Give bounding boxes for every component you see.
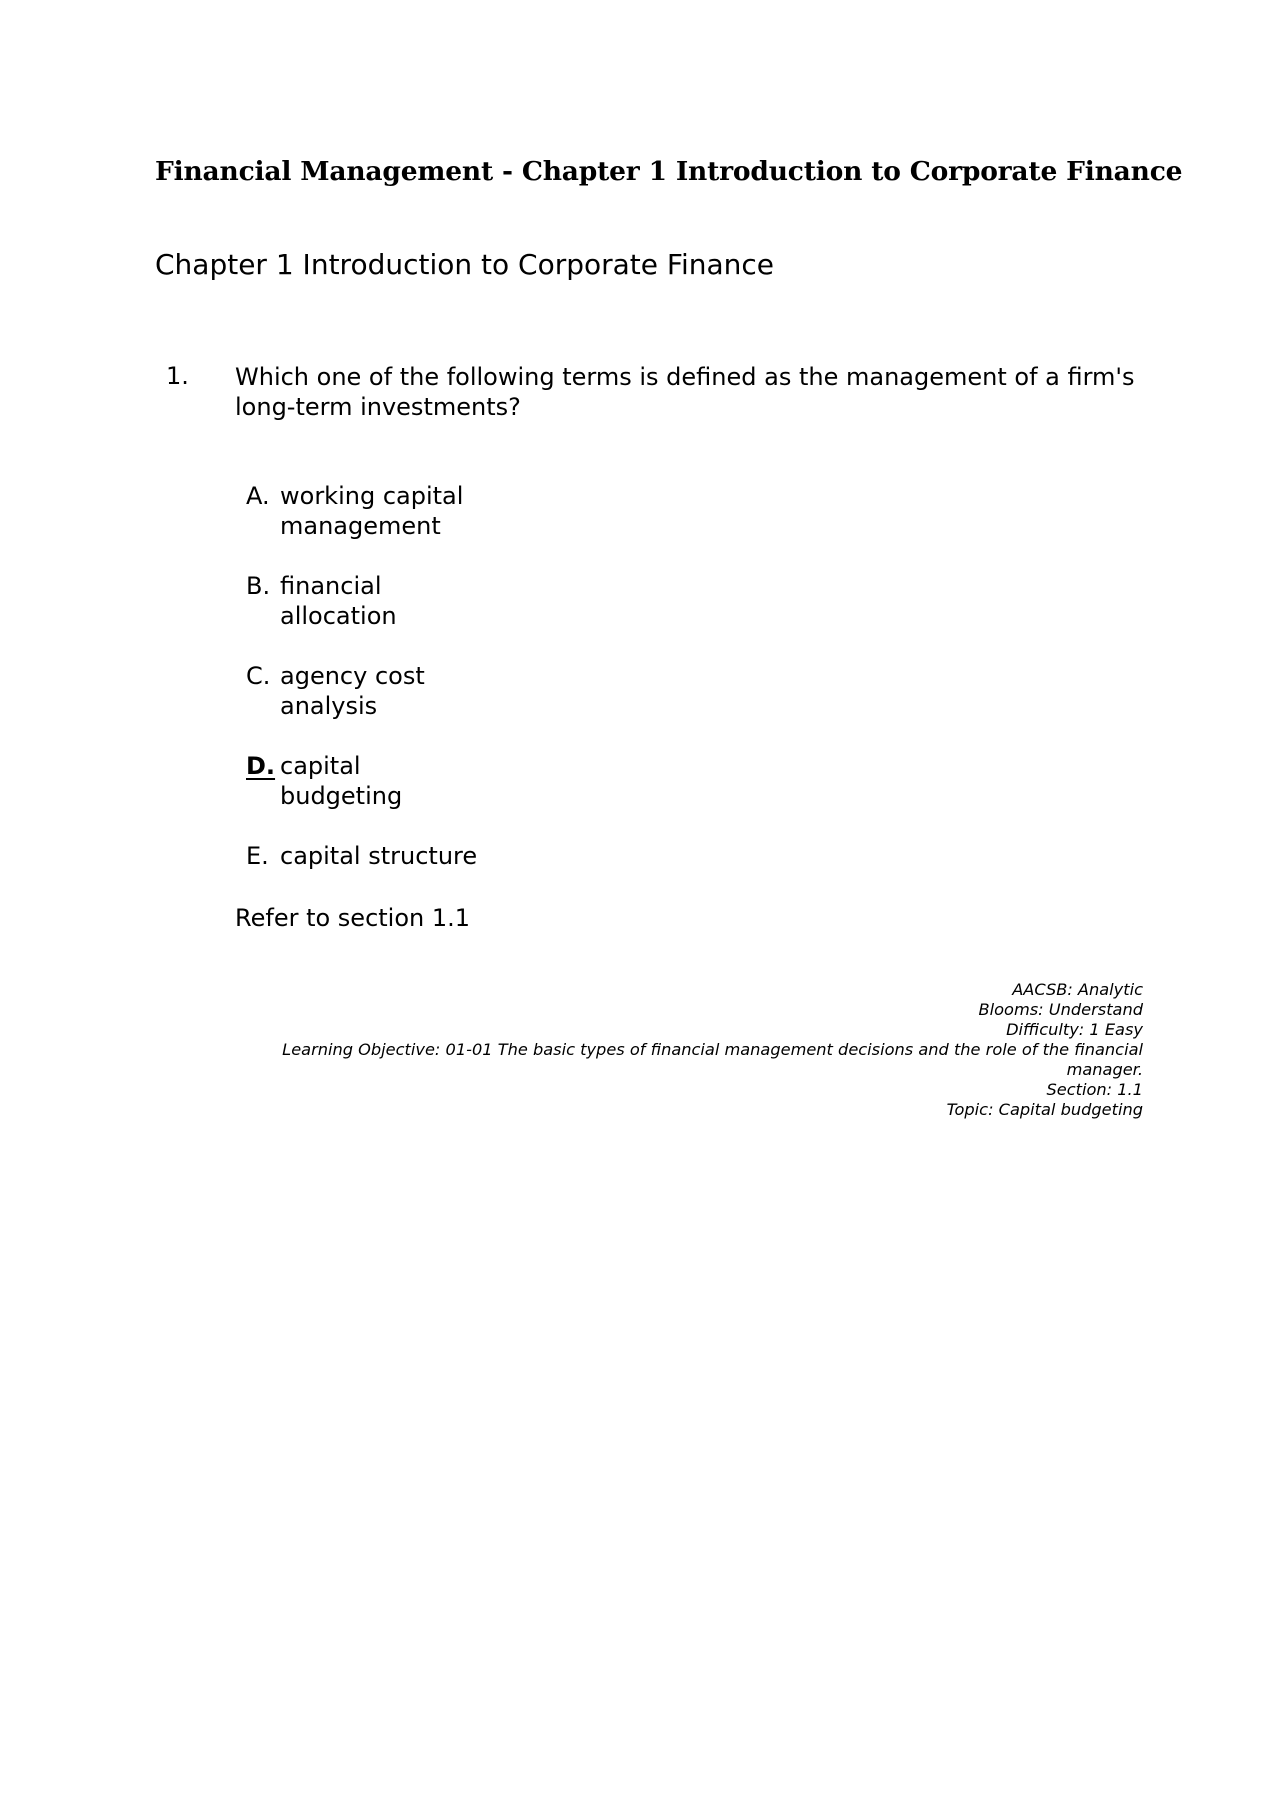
option-letter: C. [246,662,271,690]
topic-tag: Topic: Capital budgeting [946,1100,1143,1119]
page-header: Financial Management - Chapter 1 Introduction to Corporate Finance [155,156,1183,187]
option-a [246,481,490,541]
option-text: agency cost analysis [280,662,425,720]
option-e [246,841,490,871]
answer-options [246,481,490,871]
option-b [246,571,490,631]
option-text: financial allocation [280,572,397,630]
aacsb-tag: AACSB: Analytic [1012,980,1143,999]
difficulty-tag: Difficulty: 1 Easy [1006,1020,1143,1039]
learning-objective: Learning Objective: 01-01 The basic types of financial management decisions and the role of the financial manager. [282,1040,1143,1079]
option-text: working capital management [280,482,464,540]
option-c [246,661,490,721]
section-tag: Section: 1.1 [1046,1080,1143,1099]
option-letter: A. [246,482,270,510]
option-text: capital structure [280,842,478,870]
question-number: 1. [166,362,189,390]
option-letter: E. [246,842,269,870]
option-letter: B. [246,572,271,600]
option-d-correct [246,751,490,811]
correct-answer-letter: D. [246,752,276,780]
section-reference: Refer to section 1.1 [235,904,471,932]
chapter-title: Chapter 1 Introduction to Corporate Finance [155,248,775,281]
question-metadata [220,980,1143,1120]
blooms-tag: Blooms: Understand [978,1000,1143,1019]
option-text: capital budgeting [280,752,403,810]
question-text: Which one of the following terms is defined as the management of a firm's long-term investments? [235,363,1135,421]
